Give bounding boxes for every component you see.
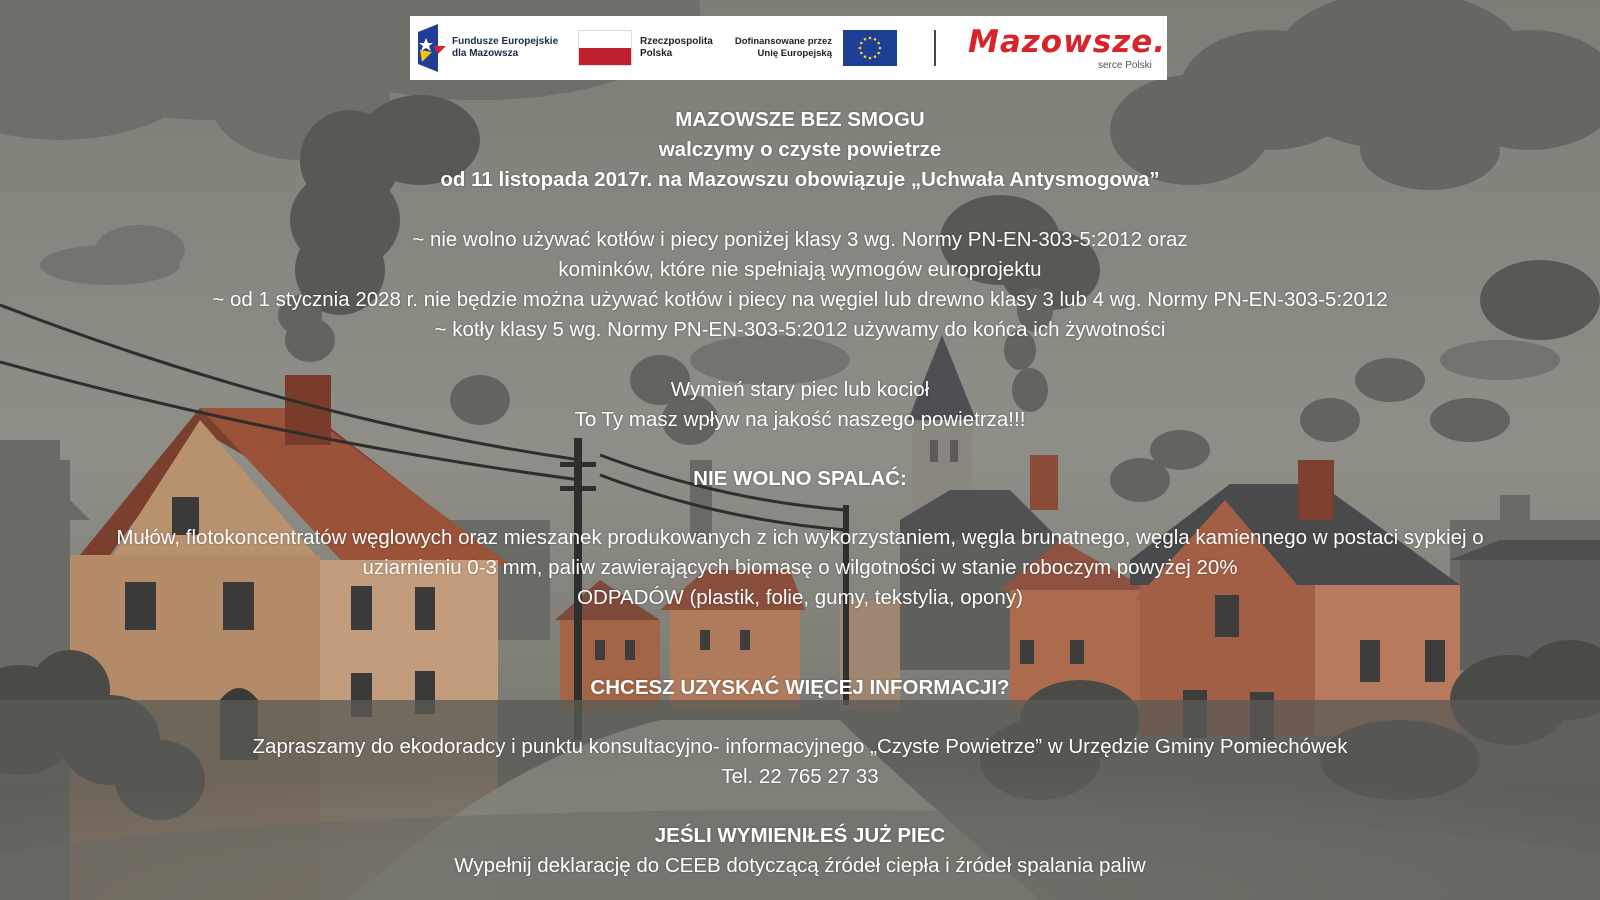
banned-heading: NIE WOLNO SPALAĆ: [693,467,907,490]
rule-line: ~ nie wolno używać kotłów i piecy poniżej klasy 3 wg. Normy PN-EN-303-5:2012 oraz [412,228,1188,251]
info-line: Zapraszamy do ekodoradcy i punktu konsultacyjno- informacyjnego „Czyste Powietrze” w Urzędzie Gminy Pomiechówek [252,735,1348,758]
fundusze-europejskie-logo-icon [418,24,446,72]
poster-title: MAZOWSZE BEZ SMOGU [675,108,925,131]
rule-line: ~ kotły klasy 5 wg. Normy PN-EN-303-5:2012 używamy do końca ich żywotności [434,318,1166,341]
info-phone: Tel. 22 765 27 33 [721,765,879,788]
rzeczpospolita-polska-label: Rzeczpospolita Polska [640,36,713,59]
polish-flag-icon [578,30,632,66]
banned-line: Mułów, flotokoncentratów węglowych oraz mieszanek produkowanych z ich wykorzystaniem, węgla brunatnego, węgla kamiennego w postaci sypkiej o [116,526,1484,549]
banned-line: ODPADÓW (plastik, folie, gumy, tekstylia, opony) [577,586,1023,609]
resolution-notice: od 11 listopada 2017r. na Mazowszu obowiązuje „Uchwała Antysmogowa” [440,168,1160,191]
appeal-line: Wymień stary piec lub kocioł [670,378,930,401]
fundusze-europejskie-label: Fundusze Europejskie dla Mazowsza [452,36,559,59]
rule-line: ~ od 1 stycznia 2028 r. nie będzie można używać kotłów i piecy na węgiel lub drewno klasy 3 lub 4 wg. Normy PN-EN-303-5:2012 [212,288,1388,311]
mazowsze-logo: Mazowsze. [968,24,1167,60]
rule-line: kominków, które nie spełniają wymogów europrojektu [558,258,1042,281]
appeal-line: To Ty masz wpływ na jakość naszego powietrza!!! [574,408,1026,431]
eu-flag-icon [843,30,897,66]
declaration-line: Wypełnij deklarację do CEEB dotyczącą źródeł ciepła i źródeł spalania paliw [454,854,1146,877]
declaration-heading: JEŚLI WYMIENIŁEŚ JUŻ PIEC [654,824,946,847]
sponsor-logo-bar [410,16,1167,80]
banned-line: uziarnieniu 0-3 mm, paliw zawierających biomasę o wilgotności w stanie roboczym powyżej 20% [362,556,1238,579]
eu-cofunded-label: Dofinansowane przez Unię Europejską [734,36,832,59]
logo-divider [934,30,936,66]
mazowsze-tagline: serce Polski [1098,60,1152,71]
poster-subtitle: walczymy o czyste powietrze [658,138,942,161]
info-heading: CHCESZ UZYSKAĆ WIĘCEJ INFORMACJI? [590,676,1010,699]
